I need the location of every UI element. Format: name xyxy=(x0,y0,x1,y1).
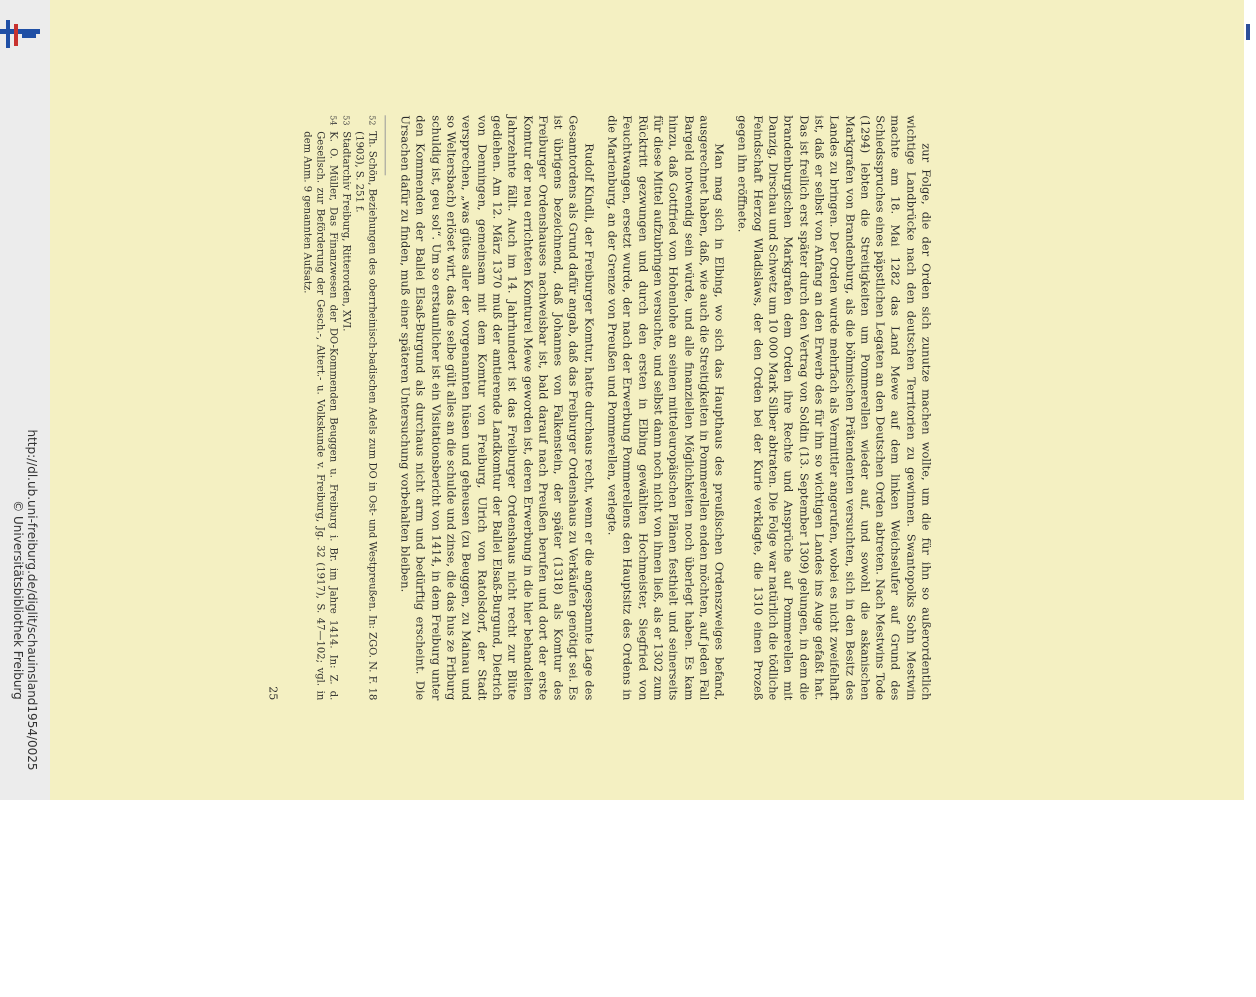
watermark-copyright: © Universitätsbibliothek Freiburg xyxy=(11,500,25,700)
footnote xyxy=(301,115,340,700)
footnote xyxy=(353,115,379,700)
right-margin xyxy=(1244,0,1256,800)
paragraph-2: Man mag sich in Elbing, wo sich das Haupthaus des preußischen Ordenszweiges befand, ausgerechnet haben, daß, wie auch die Streitigkeiten in Pommerellen enden möchten, auf jeden Fall Bargeld notwendig sein würde, und alle finanziellen Möglichkeiten noch überlegt haben. Es kam hinzu, daß Gottfried von Hohenlohe an seinen mitteleuropäischen Plänen festhielt und seinerseits für diese Mittel aufzubringen versuchte, und selbst dann noch nicht von ihnen ließ, als er 1302 zum Rücktritt gezwungen und durch den ersten in Elbing gewählten Hochmeister, Siegfried von Feuchtwangen, ersetzt wurde, der nach der Erwerbung Pommerellens den Hauptsitz des Ordens in die Marienburg, an der Grenze von Preußen und Pommerellen, verlegte. xyxy=(605,115,727,701)
footnote-number: 54 xyxy=(328,115,338,126)
text-column xyxy=(265,115,933,700)
university-library-logo xyxy=(0,18,40,52)
footnote xyxy=(340,115,353,700)
footnote-number: 52 xyxy=(367,115,377,126)
rotated-page-content xyxy=(197,0,997,997)
viewer-sidebar xyxy=(0,0,50,800)
paragraph-3: Rudolf Kindli, der Freiburger Komtur, hatte durchaus recht, wenn er die angespannte Lage des Gesamtordens als Grund dafür angab, daß das Freiburger Ordenshaus zu Verkäufen genötigt sei. Es ist übrigens bezeichnend, daß Johannes von Falkenstein, der später (1318) als Komtur des Freiburger Ordenshauses nachweisbar ist, bald darauf nach Preußen berufen und dort der erste Komtur der neu errichteten Komturei Mewe geworden ist, deren Erwerbung in die hier behandelten Jahrzehnte fällt. Auch im 14. Jahrhundert ist das Freiburger Ordenshaus nicht recht zur Blüte gediehen. Am 12. März 1370 muß der amtierende Landkomtur der Ballei Elsaß-Burgund, Dietrich von Denningen, gemeinsam mit dem Komtur von Freiburg, Ulrich von Ratolsdorf, der Stadt versprechen, „was gütes aller der vorgenannten hüsen und geheusen (zu Beuggen, zu Mainau und so Weltersbach) erlöset wirt, das die selbe gült alles an die schulde und zinse, die das hus ze Friburg schuldig ist, geu sol“. Um so erstaunlicher ist ein Visitationsbericht von 1414, in dem Freiburg unter den Kommenden der Ballei Elsaß-Burgund als durchaus nicht arm und bedürftig erscheint. Die Ursachen dafür zu finden, muß einer späteren Untersuchung vorbehalten bleiben. xyxy=(398,115,597,701)
footnote-text: Th. Schön, Beziehungen des oberrheinisch-badischen Adels zum DO in Ost- und Westpreußen. In: ZGO. N. F. 18 (1903), S. 251 f. xyxy=(353,131,378,701)
footnote-rule xyxy=(385,115,386,175)
footnote-number: 53 xyxy=(341,115,351,126)
page-number: 25 xyxy=(266,686,280,701)
watermark-url: http://dl.ub.uni-freiburg.de/diglit/schauinsland1954/0025 xyxy=(25,429,39,771)
paragraph-1: zur Folge, die der Orden sich zunutze machen wollte, um die für ihn so außerordentlich wichtige Landbrücke nach den deutschen Territorien zu gewinnen. Swantopolks Sohn Mestwin machte am 18. Mai 1282 das Land Mewe auf dem linken Weichselufer auf Grund des Schiedsspruches eines päpstlichen Legaten an den Deutschen Orden abtreten. Nach Mestwins Tode (1294) lebten die Streitigkeiten um Pommerellen wieder auf, und sowohl die askanischen Markgrafen von Brandenburg, als die böhmischen Prätendenten versuchten, sich in den Besitz des Landes zu bringen. Der Orden wurde mehrfach als Vermittler angerufen, wobei es nicht zweifelhaft ist, daß er selbst von Anfang an den Erwerb des für ihn so wichtigen Landes ins Auge gefaßt hat. Das ist freilich erst später durch den Vertrag von Soldin (13. September 1309) gelungen, in dem die brandenburgischen Markgrafen dem Orden ihre Rechte und Ansprüche auf Pommerellen mit Danzig, Dirschau und Schwetz um 10 000 Mark Silber abtraten. Die Folge war natürlich die tödliche Feindschaft Herzog Wladislaws, der den Orden bei der Kurie verklagte, die 1310 einen Prozeß gegen ihn eröffnete. xyxy=(736,115,934,701)
watermark xyxy=(11,429,39,770)
footnote-text: K. O. Müller, Das Finanzwesen der DO-Kommenden Beuggen u. Freiburg i. Br. im Jahre 1414. In: Z. d. Gesellsch. zur Beförderung der Gesch.-, Altert.- u. Volkskunde v. Freiburg, Jg. 32 (1917), S. 47—102; vgl. in dem Anm. 9 genannten Aufsatz. xyxy=(301,131,339,701)
footnote-text: Stadtarchiv Freiburg, Ritterorden, XVI. xyxy=(340,131,352,332)
